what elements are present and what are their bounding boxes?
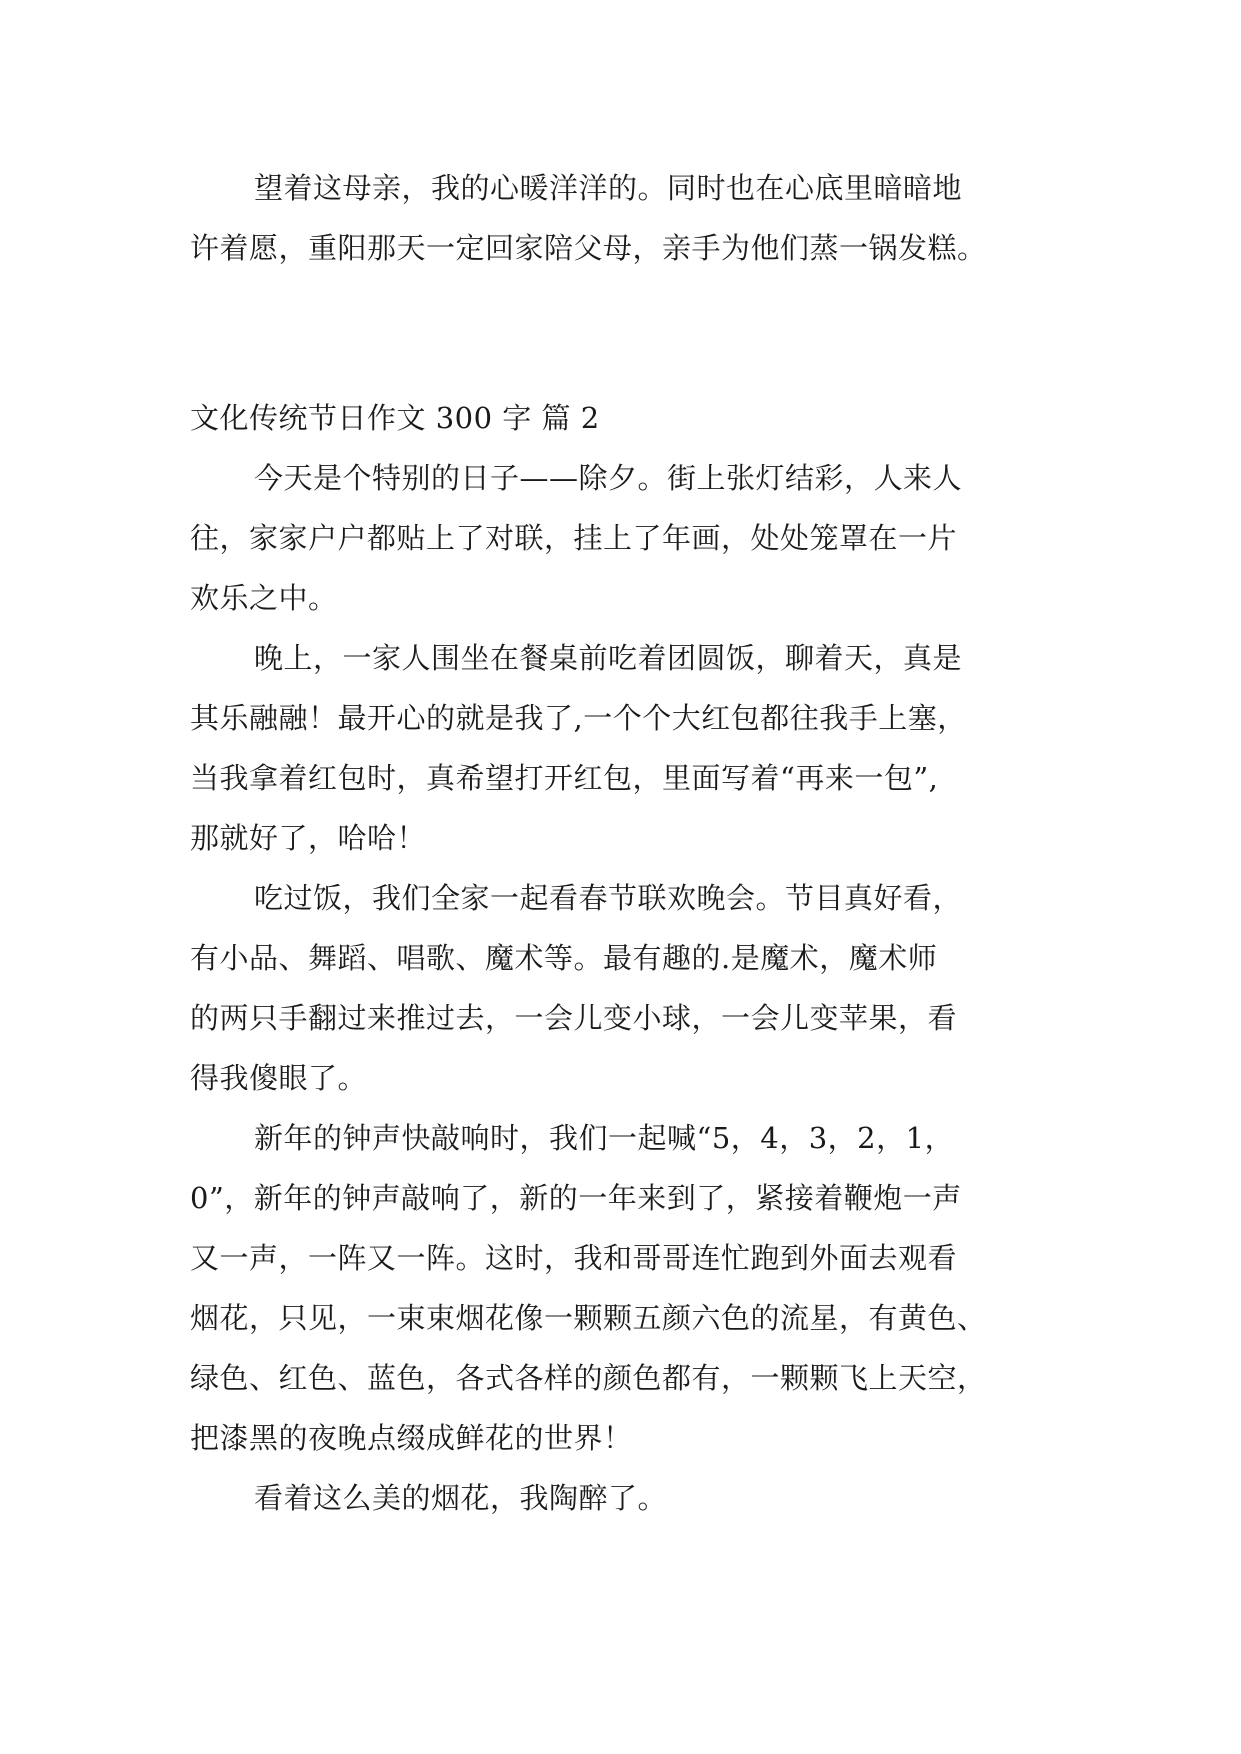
- text-line: 当我拿着红包时，真希望打开红包，里面写着“再来一包”,: [190, 761, 939, 795]
- text-line: 看着这么美的烟花，我陶醉了。: [254, 1481, 668, 1515]
- text-line: 有小品、舞蹈、唱歌、魔术等。最有趣的.是魔术，魔术师: [190, 941, 938, 975]
- text-line: 吃过饭，我们全家一起看春节联欢晚会。节目真好看，: [254, 881, 963, 915]
- text-line: 望着这母亲，我的心暖洋洋的。同时也在心底里暗暗地: [254, 171, 963, 205]
- text-line: 0”，新年的钟声敲响了，新的一年来到了，紧接着鞭炮一声: [190, 1181, 962, 1215]
- text-line: 今天是个特别的日子——除夕。街上张灯结彩，人来人: [254, 461, 963, 495]
- text-line: 绿色、红色、蓝色，各式各样的颜色都有，一颗颗飞上天空，: [190, 1361, 987, 1395]
- text-line: 许着愿，重阳那天一定回家陪父母，亲手为他们蒸一锅发糕。: [190, 231, 987, 265]
- text-line: 新年的钟声快敲响时，我们一起喊“5，4，3，2，1，: [254, 1121, 955, 1155]
- text-line: 往，家家户户都贴上了对联，挂上了年画，处处笼罩在一片: [190, 521, 958, 555]
- text-line: 又一声，一阵又一阵。这时，我和哥哥连忙跑到外面去观看: [190, 1241, 958, 1275]
- text-line: 晚上，一家人围坐在餐桌前吃着团圆饭，聊着天，真是: [254, 641, 963, 675]
- text-line: 欢乐之中。: [190, 581, 338, 615]
- text-line: 其乐融融！最开心的就是我了,一个个大红包都往我手上塞，: [190, 701, 967, 735]
- text-line: 那就好了，哈哈！: [190, 821, 427, 855]
- text-line: 烟花，只见，一束束烟花像一颗颗五颜六色的流星，有黄色、: [190, 1301, 987, 1335]
- section-heading: 文化传统节日作文 300 字 篇 2: [190, 401, 600, 435]
- text-line: 得我傻眼了。: [190, 1061, 368, 1095]
- text-line: 的两只手翻过来推过去，一会儿变小球，一会儿变苹果，看: [190, 1001, 958, 1035]
- text-line: 把漆黑的夜晚点缀成鲜花的世界！: [190, 1421, 633, 1455]
